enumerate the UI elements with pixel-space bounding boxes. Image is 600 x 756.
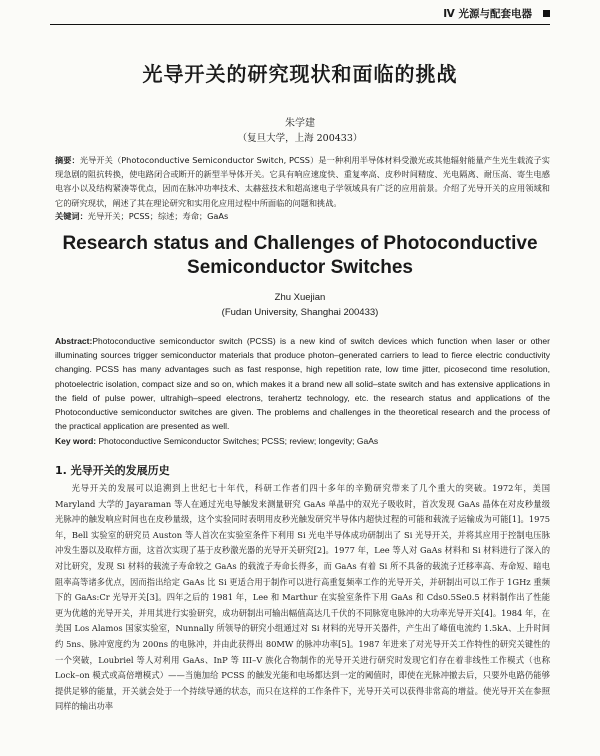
chinese-title: 光导开关的研究现状和面临的挑战 [142, 62, 458, 86]
english-keywords-text: Photoconductive Semiconductor Switches; PCSS; review; longevity; GaAs [98, 436, 379, 446]
english-author: Zhu Xuejian [274, 292, 326, 303]
chinese-keywords [55, 211, 550, 222]
chinese-abstract-label: 摘要： [55, 155, 80, 165]
chinese-affiliation: （复旦大学，上海 200433） [237, 133, 363, 144]
square-bullet-icon [543, 10, 550, 17]
english-title-line-1: Research status and Challenges of Photoconductive [62, 233, 538, 254]
body-paragraph: 光导开关的发展可以追溯到上世纪七十年代，科研工作者们四十多年的辛勤研究带来了几个重大的突破。1972年，美国 Maryland 大学的 Jayaraman 等人在通过光电导触发来测量研究 GaAs 单晶中的双光子吸收时，首次发现 GaAs 晶体在对皮秒量级光脉冲的触发响应时间也在皮秒量级，这个实验同时表明用皮秒光触发研究半导体内超快过程的可能和载流子运输成为可能[1]。1975 年，Bell 实验室的研究员 Auston 等人首次在实验室条件下利用 Si 光电半导体成功研制出了 Si 光导开关，并将其应用于控制电压脉冲发生器以及取样方面，这首次实现了基于皮秒激光器的光导开关研究[2]。1977 年，Lee 等人对 GaAs 材料和 Si 材料进行了深入的对比研究，发现 Si 材料的载流子寿命较之 GaAs 的载流子寿命长得多，而 GaAs 有着 Si 所不具备的载流子迁移率高、寿命短、暗电阻率高等诸多优点，因而指出给定 GaAs 比 Si 更适合用于制作可以进行高重复频率工作的光导开关，并研制出可以工作于 1GHz 重频下的 GaAs:Cr 光导开关[3]。四年之后的 1981 年，Lee 和 Marthur 在实验室条件下用 GaAs 和 Cds0.5Se0.5 材料制作出了性能更为优越的光导开关，并用其进行实验研究，成功研制出可输出幅值高达几千伏的不同脉宽电脉冲的大功率光导开关[4]。1984 年，在美国 Los Alamos 国家实验室，Nunnally 所领导的研究小组通过对 Si 材料的光导开关器件，产生出了峰值电流约 1.5kA、上升时间约 5ns、脉冲宽度约为 200ns 的电脉冲，并由此获得出 80MW 的脉冲功率[5]。1987 年进来了对光导开关工作特性的研究关键性的一个突破，Loubriel 等人对利用 GaAs、InP 等 III–V 族化合物制作的光导开关进行研究时发现它们存在着非线性工作模式（也称 Lock–on 模式或高倍增模式）——当施加给 PCSS 的触发光能和电场都达到一定的阈值时，即使在光脉冲撤去后，只要外电路仍能够提供足够的能量，开关就会处于一个持续导通的状态，而只在这样的工作条件下，光导开关可以获得非常高的增益。使光导开关在参照同样的输出功率 [55, 483, 550, 712]
header-rule [50, 24, 550, 25]
english-affiliation: (Fudan University, Shanghai 200433) [221, 307, 379, 318]
chinese-abstract [55, 153, 550, 210]
english-abstract [55, 334, 550, 433]
chinese-author: 朱学建 [285, 118, 315, 129]
english-abstract-label: Abstract: [55, 336, 93, 346]
chinese-keywords-label: 关键词： [55, 211, 88, 221]
english-abstract-text: Photoconductive semiconductor switch (PCSS) is a new kind of switch devices which function when laser or other illuminating sources trigger semiconductor materials that produce photon–generated carriers to lead to fierce electric conductivity changing. PCSS has many advantages such as fast response, high repetition rate, low time jitter, picosecond time resolution, photoelectric isolation, compact size and so on, which makes it a brand new all solid–state switch and has extensive applications in the field of pulse power, ultrahigh–speed electrons, terahertz technology, etc. the research status and applications of the Photoconductive semiconductor switches are given. The problems and challenges in the theoretical research and the process of the practical application are presented as well. [55, 336, 550, 432]
english-title [0, 232, 600, 280]
running-header [443, 6, 550, 21]
english-title-line-2: Semiconductor Switches [187, 257, 413, 278]
english-keywords [55, 436, 550, 446]
running-header-label: Ⅳ 光源与配套电器 [443, 8, 532, 20]
chinese-abstract-text: 光导开关（Photoconductive Semiconductor Switch, PCSS）是一种利用半导体材料受激光或其他辐射能量产生光生载流子实现急剧的阻抗转换，使电路闭合或断开的新型半导体开关。它具有响应速度快、重复率高、皮秒时间精度、光电隔离、耐压高、寄生电感电容小以及结构紧凑等优点，因而在脉冲功率技术、太赫兹技术和超高速电子学领域具有广泛的应用前景。介绍了光导开关的应用领域和它的研究现状，阐述了其在理论研究和实用化应用过程中所面临的问题和挑战。 [55, 155, 550, 208]
section-heading: 1. 光导开关的发展历史 [55, 464, 170, 477]
english-keywords-label: Key word: [55, 436, 97, 446]
chinese-keywords-text: 光导开关；PCSS；综述；寿命；GaAs [87, 211, 229, 221]
